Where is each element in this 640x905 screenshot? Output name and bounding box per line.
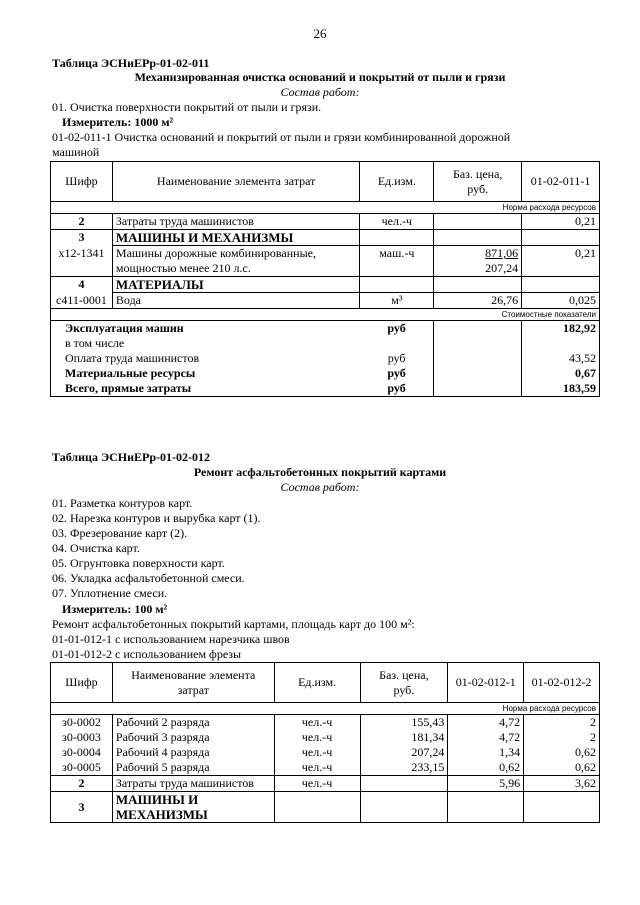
header-column-2: 01-02-012-2 [524,663,600,703]
cost-row: Оплата труда машинистов руб 43,52 [51,351,600,366]
table-row: з0-0003 Рабочий 3 разряда чел.-ч 181,34 4,72 2 [51,730,600,745]
table-1-desc-1: 01-02-011-1 Очистка оснований и покрытий от пыли и грязи комбинированной дорожной [52,130,511,144]
header-unit: Ед.изм. [360,162,434,202]
table-row: 2 Затраты труда машинистов чел.-ч 0,21 [51,214,600,230]
table-1-title: Механизированная очистка оснований и покрытий от пыли и грязи [134,70,506,84]
header-price: Баз. цена, руб. [434,162,522,202]
header-code: Шифр [51,162,113,202]
header-code: Шифр [51,663,113,703]
table-row: 4 МАТЕРИАЛЫ [51,277,600,293]
table-row: з0-0002 Рабочий 2 разряда чел.-ч 155,43 4,72 2 [51,715,600,731]
table-1-measure: Измеритель: 1000 м² [62,115,174,129]
table-2-desc-2: 01-01-012-1 с использованием нарезчика швов [52,632,290,646]
table-row: з0-0004 Рабочий 4 разряда чел.-ч 207,24 1,34 0,62 [51,745,600,760]
norm-label: Норма расхода ресурсов [51,703,600,715]
cost-row: в том числе [51,336,600,351]
header-name: Наименование элемента затрат [112,663,274,703]
table-row: х12-1341 Машины дорожные комбинированные, мощностью менее 210 л.с. маш.-ч 871,06 207,24 0,21 [51,246,600,277]
cost-row: Материальные ресурсы руб 0,67 [51,366,600,381]
header-column-1: 01-02-012-1 [448,663,524,703]
table-1-composition-label: Состав работ: [280,85,360,99]
table-2-work: 06. Укладка асфальтобетонной смеси. [52,571,245,585]
table-1-desc-2: машиной [52,145,100,159]
table-row: з0-0005 Рабочий 5 разряда чел.-ч 233,15 0,62 0,62 [51,760,600,776]
table-1-work-1: 01. Очистка поверхности покрытий от пыли и грязи. [52,100,322,114]
resource-table-1 [50,161,600,397]
cost-label: Стоимостные показатели [51,309,600,321]
table-2-work: 07. Уплотнение смеси. [52,586,168,600]
table-row: с411-0001 Вода м³ 26,76 0,025 [51,293,600,309]
table-2-work: 02. Нарезка контуров и вырубка карт (1). [52,511,261,525]
table-2-work: 04. Очистка карт. [52,541,140,555]
header-name: Наименование элемента затрат [112,162,359,202]
cost-row: Эксплуатация машин руб 182,92 [51,321,600,337]
table-row: 2 Затраты труда машинистов чел.-ч 5,96 3,62 [51,776,600,792]
resource-table-2 [50,662,600,823]
table-2-desc-3: 01-01-012-2 с использованием фрезы [52,647,242,661]
table-row: 3 МАШИНЫ И МЕХАНИЗМЫ [51,792,600,823]
header-column: 01-02-011-1 [522,162,600,202]
table-2-measure: Измеритель: 100 м² [62,602,168,616]
cost-row: Всего, прямые затраты руб 183,59 [51,381,600,397]
table-2-work: 03. Фрезерование карт (2). [52,526,188,540]
table-2-title: Ремонт асфальтобетонных покрытий картами [193,465,447,479]
table-2-composition-label: Состав работ: [280,480,360,494]
table-2-label: Таблица ЭСНиЕРр-01-02-012 [52,450,211,464]
header-unit: Ед.изм. [274,663,360,703]
table-1-label: Таблица ЭСНиЕРр-01-02-011 [52,56,210,70]
table-2-work: 01. Разметка контуров карт. [52,496,193,510]
page-number: 26 [313,26,327,41]
table-row: 3 МАШИНЫ И МЕХАНИЗМЫ [51,230,600,246]
norm-label: Норма расхода ресурсов [51,202,600,214]
table-2-desc-1: Ремонт асфальтобетонных покрытий картами, площадь карт до 100 м²: [52,617,415,631]
table-2-work: 05. Огрунтовка поверхности карт. [52,556,225,570]
header-price: Баз. цена, руб. [360,663,448,703]
